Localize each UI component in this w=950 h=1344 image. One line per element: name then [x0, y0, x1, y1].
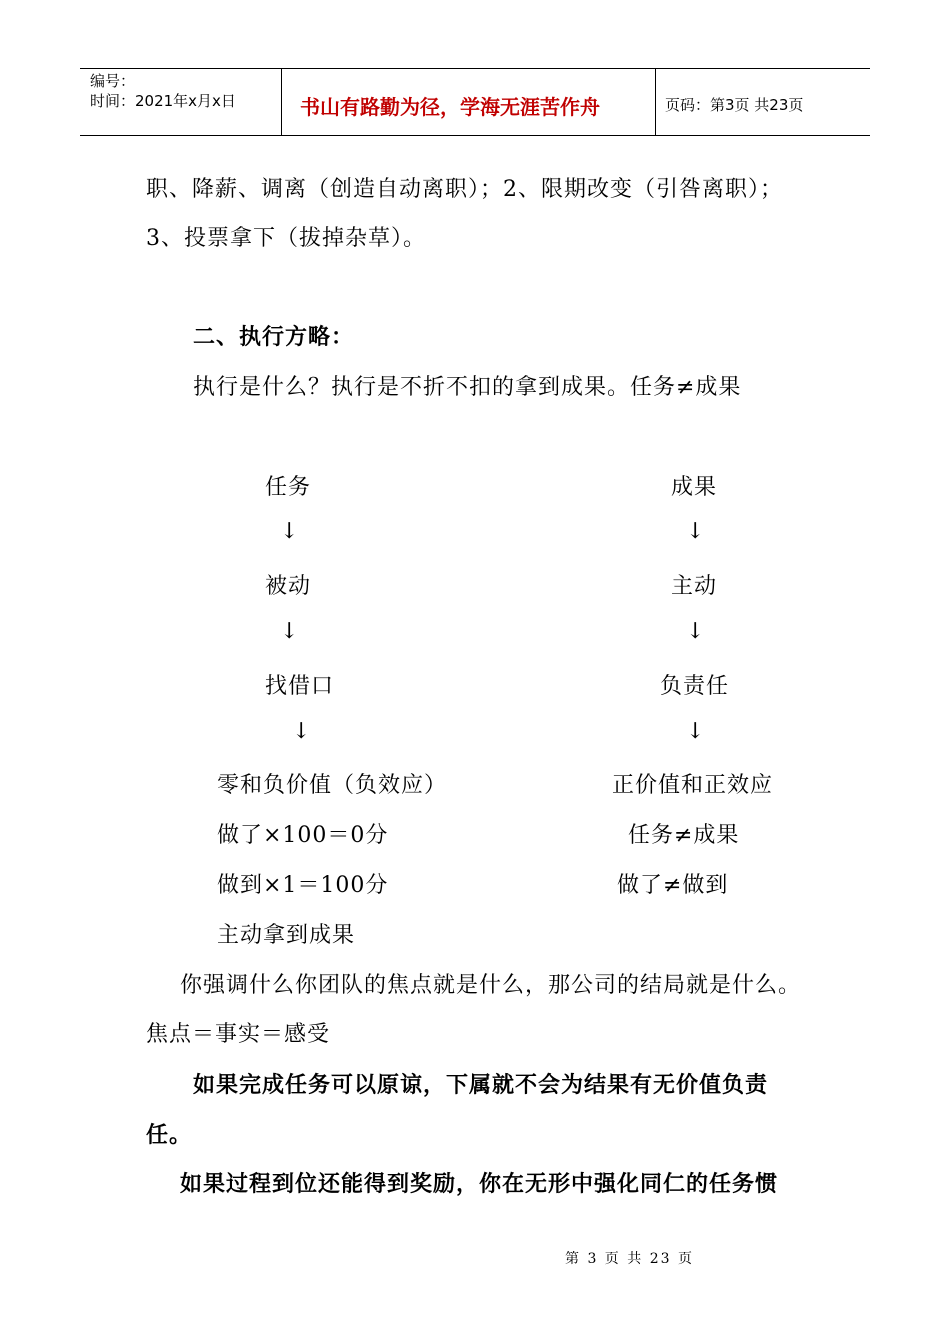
down-arrow-icon: ↓: [280, 519, 299, 544]
down-arrow-icon: ↓: [686, 519, 705, 544]
down-arrow-icon: ↓: [292, 719, 311, 744]
right-flow-item: 主动: [671, 574, 718, 599]
paragraph-line: 职、降薪、调离（创造自动离职）；2、限期改变（引咎离职）；: [146, 177, 783, 202]
header-divider-right: [655, 68, 656, 135]
left-flow-item: 被动: [265, 574, 312, 599]
down-arrow-icon: ↓: [686, 719, 705, 744]
right-flow-item: 成果: [671, 475, 718, 500]
header-bottom-rule: [80, 135, 870, 136]
right-flow-item: 任务≠成果: [628, 823, 740, 848]
left-flow-item: 主动拿到成果: [217, 923, 356, 948]
paragraph-line: 焦点＝事实＝感受: [146, 1022, 331, 1047]
right-flow-item: 做了≠做到: [617, 873, 729, 898]
header-number-label: 编号：: [90, 72, 136, 90]
right-flow-item: 正价值和正效应: [612, 773, 774, 798]
header-divider-left: [281, 68, 282, 135]
header-top-rule: [80, 68, 870, 69]
right-flow-item: 负责任: [660, 674, 730, 699]
header-page-label: 页码：第3页 共23页: [665, 96, 804, 114]
left-flow-item: 找借口: [265, 674, 335, 699]
left-flow-item: 做了×100＝0分: [217, 823, 389, 848]
left-flow-item: 零和负价值（负效应）: [217, 773, 448, 798]
paragraph-line: 你强调什么你团队的焦点就是什么，那公司的结局就是什么。: [180, 973, 802, 998]
bold-paragraph-line: 如果完成任务可以原谅，下属就不会为结果有无价值负责: [193, 1073, 769, 1098]
header-motto: 书山有路勤为径，学海无涯苦作舟: [300, 95, 600, 119]
down-arrow-icon: ↓: [280, 619, 299, 644]
intro-line: 执行是什么？执行是不折不扣的拿到成果。任务≠成果: [193, 375, 742, 400]
section-heading: 二、执行方略：: [193, 325, 355, 350]
bold-paragraph-line: 任。: [146, 1123, 193, 1148]
left-flow-item: 任务: [265, 475, 312, 500]
header-time-label: 时间：2021年x月x日: [90, 92, 236, 110]
bold-paragraph-line: 如果过程到位还能得到奖励，你在无形中强化同仁的任务惯: [180, 1172, 779, 1197]
left-flow-item: 做到×1＝100分: [217, 873, 389, 898]
page-footer: 第 3 页 共 23 页: [565, 1251, 694, 1267]
down-arrow-icon: ↓: [686, 619, 705, 644]
paragraph-line: 3、投票拿下（拔掉杂草）。: [146, 226, 426, 251]
